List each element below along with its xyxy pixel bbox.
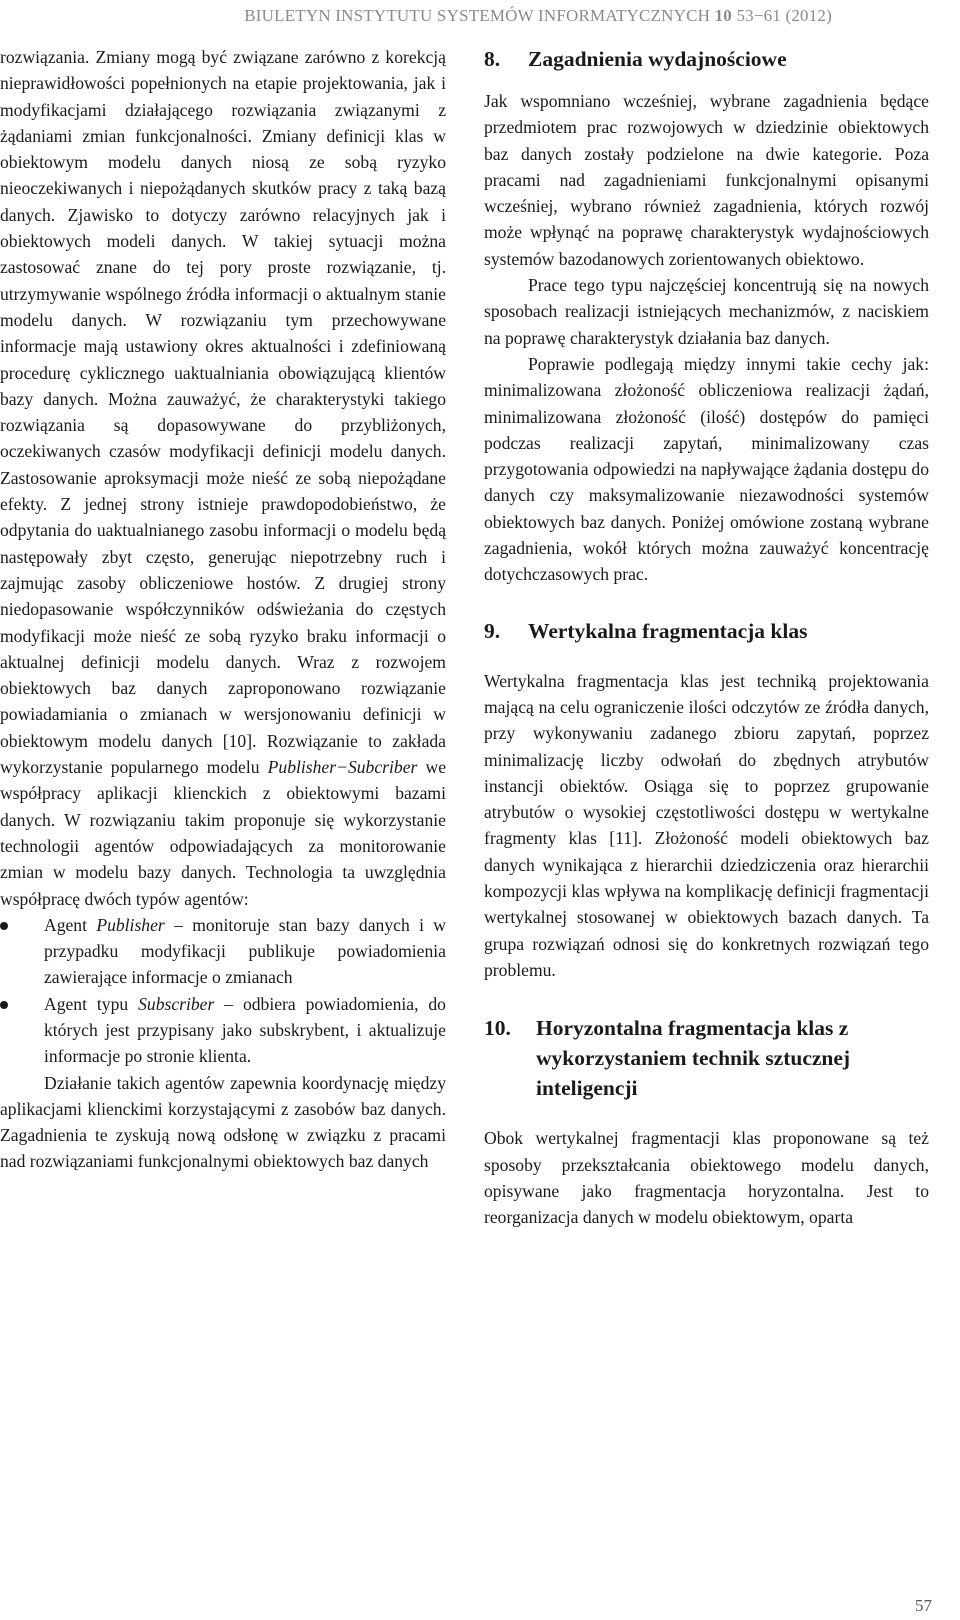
agent-publisher: Publisher bbox=[96, 914, 165, 935]
paragraph bbox=[0, 44, 446, 912]
bullet-icon bbox=[0, 1001, 8, 1009]
section-heading bbox=[484, 44, 929, 74]
list-item: Agent Publisher – monitoruje stan bazy danych i w przypadku modyfikacji publikuje powiadomienia zawierające informacje o zmianach bbox=[0, 912, 446, 991]
running-header bbox=[244, 6, 832, 26]
paragraph: Poprawie podlegają między innymi takie cechy jak: minimalizowana złożoność obliczeniowa realizacji żądań, minimalizowana złożoność (ilość) dostępów do pamięci podczas realizacji zapytań, minimalizowany czas przygotowania odpowiedzi na napływające żądania dostępu do danych czy maksymalizowanie niezawodności systemów obiektowych baz danych. Poniżej omówione zostaną wybrane zagadnienia, wokół których można zauważyć koncentrację dotychczasowych prac. bbox=[484, 353, 929, 585]
list-item: Agent typu Subscriber – odbiera powiadomienia, do których jest przypisany jako subskrybent, i aktualizuje informacje po stronie klienta. bbox=[0, 991, 446, 1070]
model-name: Publisher−Subcriber bbox=[267, 757, 418, 778]
agent-list bbox=[0, 912, 446, 1070]
agent-subscriber: Subscriber bbox=[138, 993, 215, 1014]
section-heading bbox=[484, 616, 929, 646]
section-heading bbox=[484, 1013, 929, 1103]
section-number: 8. bbox=[484, 47, 501, 71]
journal-pages: 53−61 (2012) bbox=[736, 6, 832, 25]
section-title: Zagadnienia wydajnościowe bbox=[528, 47, 787, 71]
bullet-icon bbox=[0, 922, 8, 930]
paragraph: Prace tego typu najczęściej koncentrują się na nowych sposobach realizacji istniejących mechanizmów, z naciskiem na poprawę charakterystyk działania baz danych. bbox=[484, 275, 929, 348]
right-column bbox=[484, 44, 929, 1230]
journal-volume: 10 bbox=[714, 6, 732, 25]
section-number: 9. bbox=[484, 618, 501, 643]
paragraph-text: we współpracy aplikacji klienckich z obiektowymi bazami danych. W rozwiązaniu takim proponuje się wykorzystanie technologii agentów odpowiadających za monitorowanie zmian w modelu bazy danych. Technologia ta uwzględnia współpracę dwóch typów agentów: bbox=[0, 757, 446, 909]
paragraph: Obok wertykalnej fragmentacji klas proponowane są też sposoby przekształcania obiektowego modelu danych, opisywane jako fragmentacja horyzontalna. Jest to reorganizacja danych w modelu obiektowym, oparta bbox=[484, 1128, 929, 1228]
left-column bbox=[0, 44, 446, 1175]
section-title: Horyzontalna fragmentacja klas z wykorzystaniem technik sztucznej inteligencji bbox=[536, 1016, 851, 1101]
paragraph-text: rozwiązania. Zmiany mogą być związane zarówno z korekcją nieprawidłowości popełnionych na etapie projektowania, jak i modyfikacjami działającego rozwiązania związanymi z żądaniami zmian funkcjonalności. Zmiany definicji klas w obiektowym modelu danych niosą ze sobą ryzyko nieoczekiwanych i niepożądanych skutków pracy z taką bazą danych. Zjawisko to dotyczy zarówno relacyjnych jak i obiektowych modeli danych. W takiej sytuacji można zastosować znane do tej pory proste rozwiązanie, tj. utrzymywanie wspólnego źródła informacji o aktualnym stanie modelu danych. W rozwiązaniu tym przechowywane informacje mają ustawiony okres aktualności i zdefiniowaną procedurę cyklicznego uaktualniania obowiązującą klientów bazy danych. Można zauważyć, że charakterystyki takiego rozwiązania są dopasowywane do przybliżonych, oczekiwanych czasów modyfikacji definicji modelu danych. Zastosowanie aproksymacji może nieść ze sobą niepożądane efekty. Z jednej strony istnieje prawdopodobieństwo, że odpytania do uaktualnianego zasobu informacji o modelu będą następowały zbyt często, generując niepotrzebny ruch i zajmując zasoby obliczeniowe hostów. Z drugiej strony niedopasowanie współczynników odświeżania do częstych modyfikacji może nieść ze sobą ryzyko braku informacji o aktualnej definicji modelu danych. Wraz z rozwojem obiektowych baz danych zaproponowano rozwiązanie powiadamiania o zmianach w wersjonowaniu definicji w obiektowym modelu danych [10]. Rozwiązanie to zakłada wykorzystanie popularnego modelu bbox=[0, 47, 446, 778]
paragraph: Działanie takich agentów zapewnia koordynację między aplikacjami klienckimi korzystającymi z zasobów baz danych. Zagadnienia te zyskują nową odsłonę w związku z pracami nad rozwiązaniami funkcjonalnymi obiektowych baz danych bbox=[0, 1072, 446, 1172]
paragraph: Jak wspomniano wcześniej, wybrane zagadnienia będące przedmiotem prac rozwojowych w dziedzinie obiektowych baz danych zostały podzielone na dwie kategorie. Poza pracami nad zagadnieniami funkcjonalnymi opisanymi wcześniej, wybrano również zagadnienia, których rozwój może wpłynąć na poprawę charakterystyk wydajnościowych systemów bazodanowych zorientowanych obiektowo. bbox=[484, 91, 929, 269]
journal-name: BIULETYN INSTYTUTU SYSTEMÓW INFORMATYCZNYCH bbox=[244, 6, 711, 25]
paragraph: Wertykalna fragmentacja klas jest techniką projektowania mającą na celu ograniczenie ilości odczytów ze źródła danych, przy wykonywaniu zadanego zbioru zapytań, poprzez minimalizację liczby odwołań do zbędnych atrybutów instancji obiektów. Osiąga się to poprzez grupowanie atrybutów o wysokiej częstotliwości dostępu w wertykalne fragmenty klas [11]. Złożoność modeli obiektowych baz danych wynikająca z hierarchii dziedziczenia oraz hierarchii kompozycji klas wpływa na komplikację definicji fragmentacji wertykalnej stosowanej w obiektowych bazach danych. Ta grupa rozwiązań odnosi się do konkretnych rozwiązań tego problemu. bbox=[484, 670, 929, 980]
section-number: 10. bbox=[484, 1016, 511, 1041]
section-title: Wertykalna fragmentacja klas bbox=[528, 618, 808, 643]
page-number: 57 bbox=[915, 1596, 932, 1615]
